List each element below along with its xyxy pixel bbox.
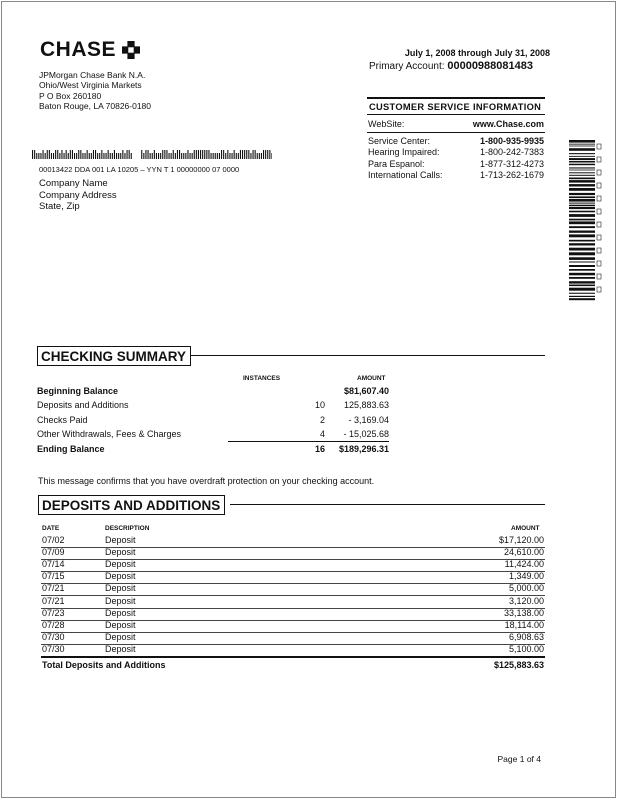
cs-label: Hearing Impaired: xyxy=(368,147,440,157)
summary-row-checks xyxy=(37,415,389,429)
deposit-description: Deposit xyxy=(105,619,136,630)
deposit-description: Deposit xyxy=(105,571,136,582)
customer-address-line: Company Address xyxy=(39,189,117,201)
primary-account xyxy=(330,60,533,72)
deposit-description: Deposit xyxy=(105,631,136,642)
deposit-row xyxy=(41,583,545,596)
cs-row-international xyxy=(367,170,545,182)
bank-address-line: Baton Rouge, LA 70826-0180 xyxy=(39,100,152,111)
deposit-row xyxy=(41,632,545,645)
deposit-date: 07/09 xyxy=(42,547,65,558)
deposit-row xyxy=(41,620,545,633)
col-description: DESCRIPTION xyxy=(105,525,150,532)
customer-reference: 00013422 DDA 001 LA 10205 – YYN T 1 00000000 07 0000 xyxy=(39,165,240,174)
deposit-row xyxy=(41,644,545,657)
summary-instances: 16 xyxy=(314,444,325,454)
deposit-row xyxy=(41,596,545,609)
page-number: Page 1 of 4 xyxy=(497,754,541,764)
account-number: 00000988081483 xyxy=(447,60,533,72)
deposit-date: 07/14 xyxy=(42,559,65,570)
section-rule xyxy=(230,504,545,505)
deposit-row xyxy=(41,571,545,584)
cs-value: 1-800-935-9935 xyxy=(479,135,544,146)
deposit-description: Deposit xyxy=(105,547,136,558)
deposits-total-amount: $125,883.63 xyxy=(493,660,544,670)
cs-value: 1-877-312-4273 xyxy=(479,158,544,169)
overdraft-message: This message confirms that you have overdraft protection on your checking account. xyxy=(38,476,375,486)
customer-service-box xyxy=(367,97,545,182)
deposit-row xyxy=(41,608,545,621)
summary-amount: $189,296.31 xyxy=(338,444,389,454)
summary-instances: 2 xyxy=(319,415,325,425)
deposit-description: Deposit xyxy=(105,643,136,654)
deposit-amount: 11,424.00 xyxy=(504,559,544,570)
deposit-row xyxy=(41,547,545,560)
summary-amount: - 15,025.68 xyxy=(343,429,389,439)
deposit-amount: 1,349.00 xyxy=(508,571,544,582)
col-amount: AMOUNT xyxy=(357,375,386,382)
summary-row-beginning xyxy=(37,386,389,400)
cs-label: WebSite: xyxy=(368,119,405,129)
deposit-amount: 5,100.00 xyxy=(508,643,544,654)
bank-address xyxy=(39,70,151,111)
logo-text: CHASE xyxy=(40,38,117,61)
deposit-date: 07/30 xyxy=(42,643,65,654)
bank-address-line: Ohio/West Virginia Markets xyxy=(39,80,142,91)
deposit-description: Deposit xyxy=(105,535,136,545)
col-amount: AMOUNT xyxy=(511,525,540,532)
summary-total-rule xyxy=(228,441,389,442)
cs-value: 1-800-242-7383 xyxy=(479,147,544,157)
summary-label: Beginning Balance xyxy=(37,386,119,396)
chase-logo xyxy=(40,38,140,62)
summary-label: Checks Paid xyxy=(37,415,88,425)
cs-row-para-espanol xyxy=(367,159,545,171)
summary-amount: - 3,169.04 xyxy=(348,415,389,425)
deposit-description: Deposit xyxy=(105,583,136,594)
deposit-date: 07/28 xyxy=(42,619,65,630)
bank-address-line: JPMorgan Chase Bank N.A. xyxy=(39,70,146,80)
deposit-date: 07/30 xyxy=(42,631,65,642)
deposit-date: 07/21 xyxy=(42,583,65,594)
cs-label: Para Espanol: xyxy=(368,158,425,169)
deposit-row xyxy=(41,535,545,548)
col-instances: INSTANCES xyxy=(243,375,281,382)
chase-octagon-icon xyxy=(122,41,140,59)
deposit-date: 07/15 xyxy=(42,571,65,582)
summary-label: Ending Balance xyxy=(37,444,105,454)
deposit-row xyxy=(41,559,545,572)
deposit-date: 07/23 xyxy=(42,607,65,618)
statement-period: July 1, 2008 through July 31, 2008 xyxy=(404,48,550,58)
vertical-barcode xyxy=(569,140,603,302)
cs-row-hearing-impaired xyxy=(367,147,545,159)
deposits-total-label: Total Deposits and Additions xyxy=(42,660,166,670)
summary-amount: 125,883.63 xyxy=(343,400,389,410)
deposits-total-row xyxy=(41,656,545,671)
customer-address-line: Company Name xyxy=(39,178,108,189)
cs-row-service-center xyxy=(367,136,545,148)
deposit-date: 07/21 xyxy=(42,595,65,606)
cs-value: www.Chase.com xyxy=(472,119,544,129)
section-rule xyxy=(190,355,545,356)
summary-label: Other Withdrawals, Fees & Charges xyxy=(37,429,182,439)
deposit-description: Deposit xyxy=(105,607,136,618)
deposit-date: 07/02 xyxy=(42,535,65,545)
deposits-title: DEPOSITS AND ADDITIONS xyxy=(38,495,225,515)
summary-row-ending xyxy=(37,444,389,458)
bank-address-line: P O Box 260180 xyxy=(39,90,102,101)
summary-label: Deposits and Additions xyxy=(37,400,129,410)
deposit-amount: 3,120.00 xyxy=(508,595,544,606)
deposit-description: Deposit xyxy=(105,595,136,606)
deposit-description: Deposit xyxy=(105,559,136,570)
customer-address-line: State, Zip xyxy=(39,201,80,212)
checking-summary-title: CHECKING SUMMARY xyxy=(37,346,191,366)
deposit-amount: 33,138.00 xyxy=(503,607,544,618)
summary-instances: 10 xyxy=(314,400,325,410)
summary-instances: 4 xyxy=(319,429,325,439)
deposit-amount: $17,120.00 xyxy=(498,535,544,545)
summary-amount: $81,607.40 xyxy=(343,386,389,396)
postal-barcode xyxy=(32,150,272,159)
cs-label: Service Center: xyxy=(368,135,431,146)
deposit-amount: 24,610.00 xyxy=(503,547,544,558)
cs-row-website xyxy=(367,119,545,133)
customer-address xyxy=(39,178,117,213)
deposit-amount: 18,114.00 xyxy=(504,619,544,630)
cs-label: International Calls: xyxy=(368,170,443,180)
deposit-amount: 5,000.00 xyxy=(508,583,544,594)
customer-service-title: CUSTOMER SERVICE INFORMATION xyxy=(367,97,545,115)
summary-row-deposits xyxy=(37,400,389,414)
account-label: Primary Account: xyxy=(368,61,445,72)
cs-value: 1-713-262-1679 xyxy=(479,170,544,180)
deposit-amount: 6,908.63 xyxy=(508,631,544,642)
col-date: DATE xyxy=(42,525,60,532)
